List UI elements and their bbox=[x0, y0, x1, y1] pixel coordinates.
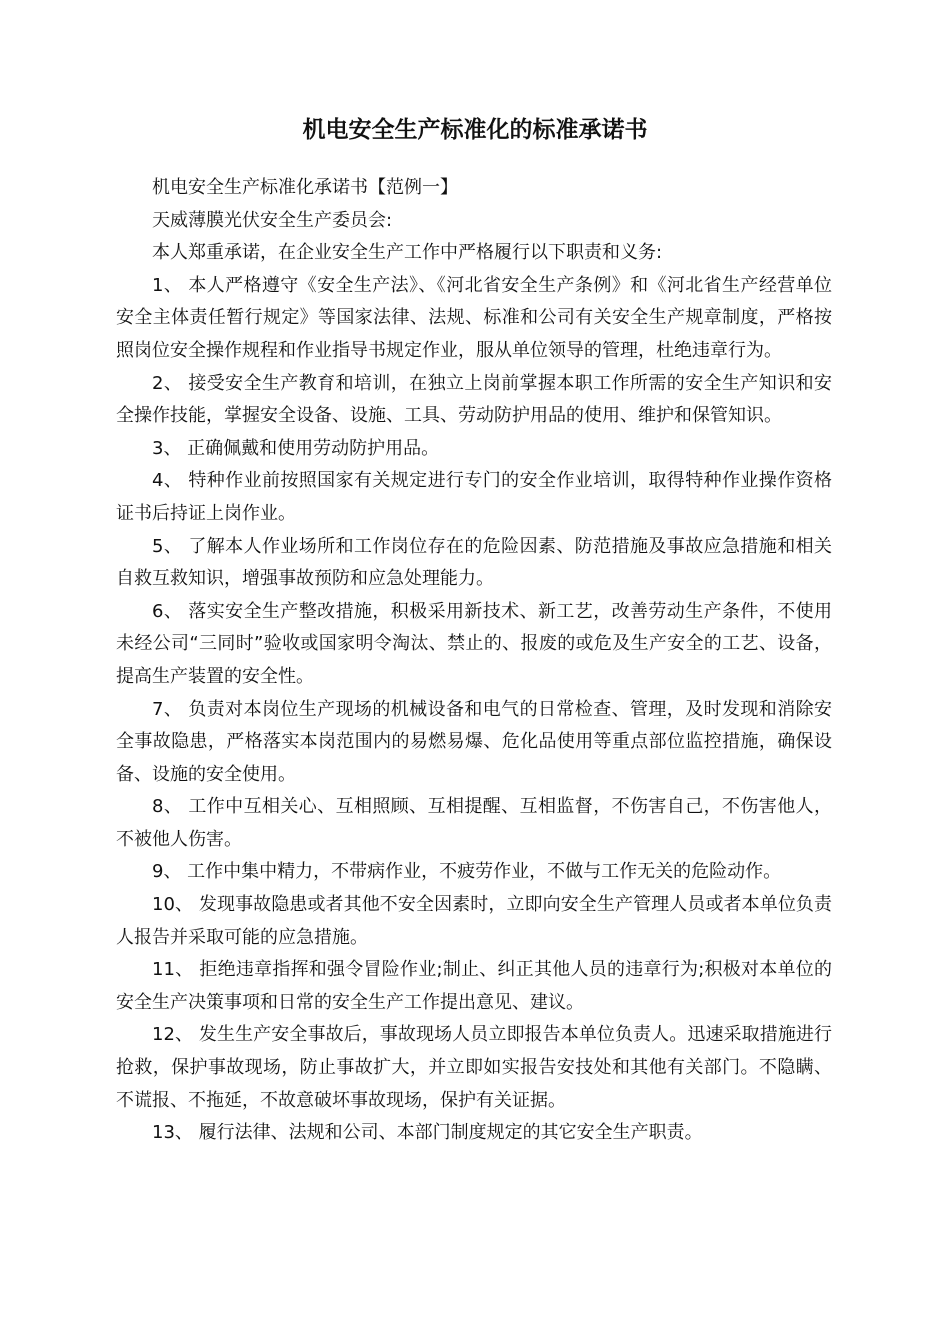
commitment-item-11: 11、 拒绝违章指挥和强令冒险作业;制止、纠正其他人员的违章行为;积极对本单位的安全生产决策事项和日常的安全生产工作提出意见、建议。 bbox=[116, 959, 832, 1013]
commitment-item-13: 13、 履行法律、法规和公司、本部门制度规定的其它安全生产职责。 bbox=[152, 1122, 703, 1144]
document-title: 机电安全生产标准化的标准承诺书 bbox=[302, 117, 648, 143]
commitment-item-1: 1、 本人严格遵守《安全生产法》、《河北省安全生产条例》和《河北省生产经营单位安全主体责任暂行规定》等国家法律、法规、标准和公司有关安全生产规章制度，严格按照岗位安全操作规程和作业指导书规定作业，服从单位领导的管理，杜绝违章行为。 bbox=[116, 274, 832, 361]
commitment-item-9: 9、 工作中集中精力，不带病作业，不疲劳作业，不做与工作无关的危险动作。 bbox=[152, 861, 782, 883]
document-body bbox=[116, 172, 832, 1150]
document-subtitle: 机电安全生产标准化承诺书【范例一】 bbox=[152, 177, 458, 198]
commitment-item-8: 8、 工作中互相关心、互相照顾、互相提醒、互相监督，不伤害自己，不伤害他人，不被他人伤害。 bbox=[116, 796, 832, 850]
intro-paragraph: 本人郑重承诺，在企业安全生产工作中严格履行以下职责和义务: bbox=[152, 242, 663, 264]
commitment-item-5: 5、 了解本人作业场所和工作岗位存在的危险因素、防范措施及事故应急措施和相关自救互救知识，增强事故预防和应急处理能力。 bbox=[116, 535, 832, 590]
commitment-item-7: 7、 负责对本岗位生产现场的机械设备和电气的日常检查、管理，及时发现和消除安全事故隐患，严格落实本岗范围内的易燃易爆、危化品使用等重点部位监控措施，确保设备、设施的安全使用。 bbox=[116, 698, 832, 785]
addressee: 天威薄膜光伏安全生产委员会: bbox=[152, 209, 393, 231]
commitment-item-12: 12、 发生生产安全事故后，事故现场人员立即报告本单位负责人。迅速采取措施进行抢救，保护事故现场，防止事故扩大，并立即如实报告安技处和其他有关部门。不隐瞒、不谎报、不拖延，不故意破坏事故现场，保护有关证据。 bbox=[116, 1024, 832, 1111]
commitment-item-6: 6、 落实安全生产整改措施，积极采用新技术、新工艺，改善劳动生产条件，不使用未经公司“三同时”验收或国家明令淘汰、禁止的、报废的或危及生产安全的工艺、设备，提高生产装置的安全性。 bbox=[116, 600, 832, 687]
commitment-item-2: 2、 接受安全生产教育和培训，在独立上岗前掌握本职工作所需的安全生产知识和安全操作技能，掌握安全设备、设施、工具、劳动防护用品的使用、维护和保管知识。 bbox=[116, 372, 832, 427]
commitment-item-4: 4、 特种作业前按照国家有关规定进行专门的安全作业培训，取得特种作业操作资格证书后持证上岗作业。 bbox=[116, 470, 832, 524]
commitment-item-3: 3、 正确佩戴和使用劳动防护用品。 bbox=[152, 437, 440, 459]
commitment-item-10: 10、 发现事故隐患或者其他不安全因素时，立即向安全生产管理人员或者本单位负责人报告并采取可能的应急措施。 bbox=[116, 894, 832, 948]
